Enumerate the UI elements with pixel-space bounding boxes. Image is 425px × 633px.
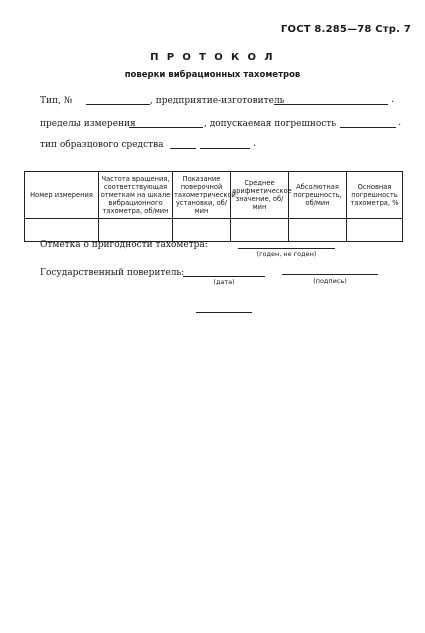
suitability-caption: (годен, не годен) <box>256 250 317 258</box>
suitability-row <box>0 240 425 252</box>
table-cell[interactable] <box>173 219 231 242</box>
limits-blank[interactable] <box>129 127 203 128</box>
reference-label: тип образцового средства <box>40 140 164 150</box>
date-blank[interactable] <box>183 276 265 277</box>
table-header-cell: Среднее арифметическое значение, об/мин <box>231 172 289 219</box>
document-title: П Р О Т О К О Л <box>150 52 275 63</box>
signature-blank[interactable] <box>282 274 378 275</box>
reference-blank-b[interactable] <box>200 148 250 149</box>
table-header-cell: Номер измерения <box>25 172 99 219</box>
results-table <box>24 171 403 242</box>
limits-row <box>0 119 425 131</box>
manufacturer-blank[interactable] <box>274 104 388 105</box>
verifier-label: Государственный поверитель: <box>40 268 185 278</box>
table-cell[interactable] <box>231 219 289 242</box>
table-cell[interactable] <box>347 219 403 242</box>
suitability-blank[interactable] <box>238 248 335 249</box>
period: . <box>253 138 257 149</box>
table-header-cell: Абсолютная погрешность, об/мин <box>289 172 347 219</box>
type-label: Тип, № <box>40 96 73 106</box>
manufacturer-label: , предприятие-изготовитель <box>150 96 285 106</box>
table-cell[interactable] <box>289 219 347 242</box>
table-cell[interactable] <box>99 219 173 242</box>
error-label: , допускаемая погрешность <box>204 119 337 129</box>
table-header-row <box>25 172 403 219</box>
standard-header: ГОСТ 8.285—78 Стр. 7 <box>280 24 411 35</box>
table-header-cell: Частота вращения, соответствующая отметкам на шкале вибрационного тахометра, об/мин <box>99 172 173 219</box>
end-rule <box>196 312 252 313</box>
table-header-cell: Основная погрешность тахометра, % <box>347 172 403 219</box>
table-row <box>25 219 403 242</box>
manufacturer-row <box>0 96 425 108</box>
period: . <box>398 117 402 128</box>
date-caption: (дата) <box>213 278 235 286</box>
document-subtitle: поверки вибрационных тахометров <box>124 70 301 80</box>
table-cell[interactable] <box>25 219 99 242</box>
reference-blank-a[interactable] <box>170 148 196 149</box>
suitability-label: Отметка о пригодности тахометра: <box>40 240 208 250</box>
error-blank[interactable] <box>340 127 396 128</box>
reference-row <box>0 140 425 152</box>
limits-label: пределы измерения <box>40 119 136 129</box>
table-header-cell: Показание поверочной тахометрической установки, об/мин <box>173 172 231 219</box>
signature-caption: (подпись) <box>313 277 347 285</box>
period: . <box>391 94 395 105</box>
